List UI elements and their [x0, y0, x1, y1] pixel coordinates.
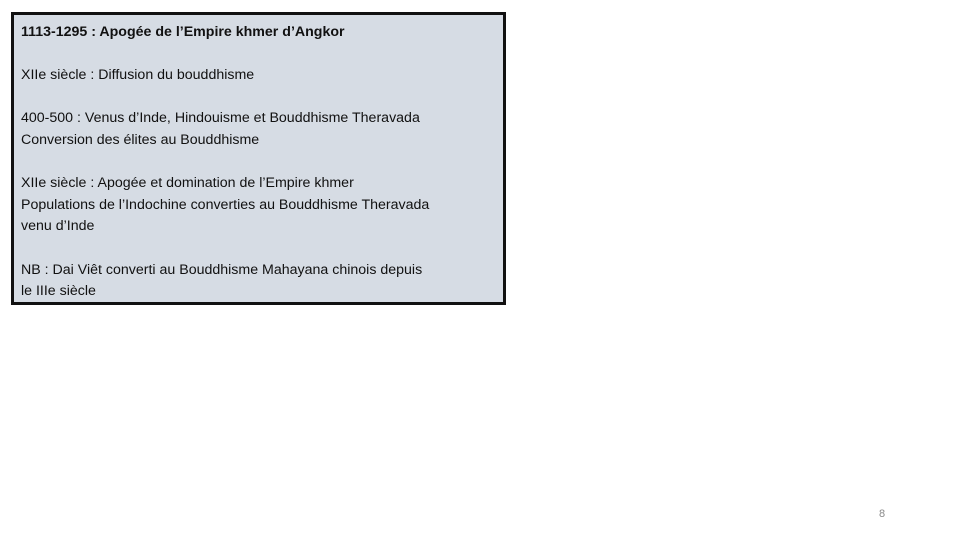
paragraph-3-line-2: Populations de l’Indochine converties au Bouddhisme Theravada [21, 196, 430, 213]
paragraph-4-line-1: NB : Dai Viêt converti au Bouddhisme Mahayana chinois depuis [21, 261, 423, 278]
paragraph-gap [21, 152, 501, 174]
paragraph-4-line-2: le IIIe siècle [21, 283, 96, 300]
paragraph-1-line-1: XIIe siècle : Diffusion du bouddhisme [21, 67, 255, 84]
paragraph-2-line-1: 400-500 : Venus d’Inde, Hindouisme et Bouddhisme Theravada [21, 110, 420, 127]
slide-number: 8 [878, 508, 886, 520]
paragraph-2-line-2: Conversion des élites au Bouddhisme [21, 131, 260, 148]
content-text [21, 22, 501, 303]
paragraph-3-line-3: venu d’Inde [21, 218, 95, 235]
paragraph-gap [21, 238, 501, 260]
paragraph-gap [21, 87, 501, 109]
heading-line: 1113-1295 : Apogée de l’Empire khmer d’Angkor [21, 24, 345, 40]
paragraph-gap [21, 44, 501, 66]
paragraph-3-line-1: XIIe siècle : Apogée et domination de l’Empire khmer [21, 175, 354, 192]
content-text-box [11, 12, 506, 305]
